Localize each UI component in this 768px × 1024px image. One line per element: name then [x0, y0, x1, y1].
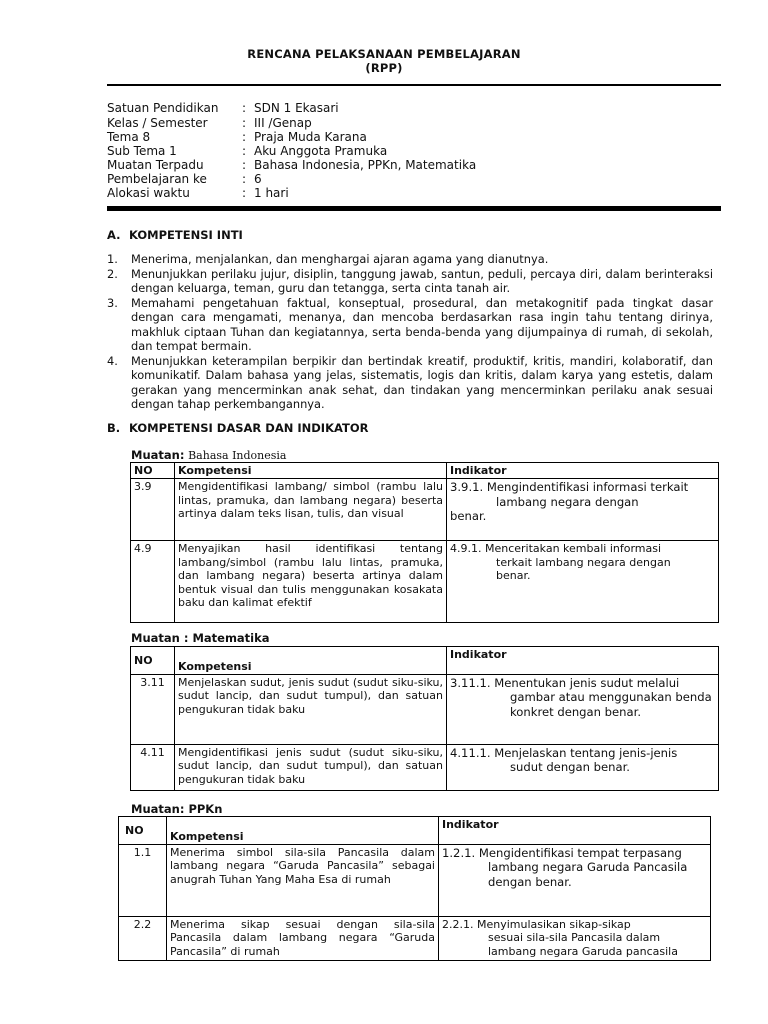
header-rule	[107, 84, 721, 86]
bahasa-table	[130, 462, 719, 623]
matematika-table	[130, 646, 719, 791]
list-item: 4. Menunjukkan keterampilan berpikir dan bertindak kreatif, produktif, kritis, mandiri, kolaboratif, dan komunikatif. Dalam bahasa yang jelas, sistematis, logis dan kritis, dalam karya yang estetis, dalam gerakan yang mencerminkan anak sehat, dan tindakan yang mencerminkan perilaku anak sesuai dengan tahap perkembangannya.	[107, 353, 713, 411]
document-title: RENCANA PELAKSANAAN PEMBELAJARAN	[247, 47, 521, 61]
list-item: 1. Menerima, menjalankan, dan menghargai ajaran agama yang dianutnya.	[107, 252, 549, 266]
header-no: NO	[131, 647, 175, 675]
header-kompetensi: Kompetensi	[167, 817, 439, 845]
header-indikator: Indikator	[447, 647, 719, 675]
header-indikator: Indikator	[447, 463, 719, 479]
table-row: 2.2 Menerima sikap sesuai dengan sila-sila Pancasila dalam lambang negara “Garuda Pancasila” di rumah 2.2.1. Menyimulasikan sikap-sikap sesuai sila-sila Pancasila dalam lambang negara Garuda pancasila	[119, 917, 711, 961]
muatan-ppkn-label: Muatan: PPKn	[131, 802, 223, 816]
table-row: 3.11 Menjelaskan sudut, jenis sudut (sudut siku-siku, sudut lancip, dan sudut tumpul), dan satuan pengukuran tidak baku 3.11.1. Menentukan jenis sudut melalui gambar atau menggunakan benda konkret dengan benar.	[131, 675, 719, 745]
header-kompetensi: Kompetensi	[175, 647, 447, 675]
identity-row: Muatan Terpadu : Bahasa Indonesia, PPKn, Matematika	[107, 158, 477, 172]
muatan-matematika-label: Muatan : Matematika	[131, 631, 270, 645]
table-row: 1.1 Menerima simbol sila-sila Pancasila dalam lambang negara “Garuda Pancasila” sebagai anugrah Tuhan Yang Maha Esa di rumah 1.2.1. Mengidentifikasi tempat terpasang lambang negara Garuda Pancasila dengan benar.	[119, 845, 711, 917]
identity-row: Kelas / Semester : III /Genap	[107, 116, 312, 130]
identity-row: Satuan Pendidikan : SDN 1 Ekasari	[107, 101, 339, 115]
section-a-heading: A. KOMPETENSI INTI	[107, 228, 243, 242]
identity-row: Alokasi waktu : 1 hari	[107, 186, 289, 200]
table-row: 3.9 Mengidentifikasi lambang/ simbol (rambu lalu lintas, pramuka, dan lambang negara) beserta artinya dalam teks lisan, tulis, dan visual 3.9.1. Mengindentifikasi informasi terkait lambang negara dengan benar.	[131, 479, 719, 541]
table-header-row	[119, 817, 711, 845]
kompetensi-inti-list	[107, 252, 713, 412]
document-subtitle: (RPP)	[365, 61, 403, 75]
identity-row: Tema 8 : Praja Muda Karana	[107, 130, 367, 144]
header-indikator: Indikator	[439, 817, 711, 845]
table-header-row	[131, 647, 719, 675]
identity-rule	[107, 206, 721, 211]
table-header-row	[131, 463, 719, 479]
header-kompetensi: Kompetensi	[175, 463, 447, 479]
list-item: 2. Menunjukkan perilaku jujur, disiplin, tanggung jawab, santun, peduli, percaya diri, dalam berinteraksi dengan keluarga, teman, guru dan tetangga, serta cinta tanah air.	[107, 266, 713, 295]
table-row: 4.9 Menyajikan hasil identifikasi tentang lambang/simbol (rambu lalu lintas, pramuka, dan lambang negara) beserta artinya dalam bentuk visual dan tulis menggunakan kosakata baku dan kalimat efektif 4.9.1. Menceritakan kembali informasi terkait lambang negara dengan benar.	[131, 541, 719, 623]
list-item: 3. Memahami pengetahuan faktual, konseptual, prosedural, dan metakognitif pada tingkat dasar dengan cara mengamati, menanya, dan mencoba berdasarkan rasa ingin tahu tentang dirinya, makhluk ciptaan Tuhan dan kegiatannya, serta benda-benda yang dijumpainya di rumah, di sekolah, dan tempat bermain.	[107, 295, 713, 353]
ppkn-table	[118, 816, 711, 961]
section-b-heading: B. KOMPETENSI DASAR DAN INDIKATOR	[107, 421, 369, 435]
identity-row: Sub Tema 1 : Aku Anggota Pramuka	[107, 144, 388, 158]
identity-row: Pembelajaran ke : 6	[107, 172, 262, 186]
header-no: NO	[131, 463, 175, 479]
table-row: 4.11 Mengidentifikasi jenis sudut (sudut siku-siku, sudut lancip, dan sudut tumpul), dan satuan pengukuran tidak baku 4.11.1. Menjelaskan tentang jenis-jenis sudut dengan benar.	[131, 745, 719, 791]
muatan-bahasa-label: Muatan: Bahasa Indonesia	[131, 448, 287, 462]
header-no: NO	[119, 817, 167, 845]
